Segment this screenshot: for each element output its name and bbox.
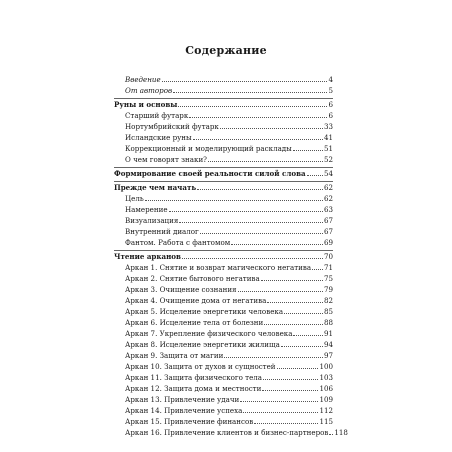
- toc-entry: [114, 83, 333, 95]
- dot-leader: [197, 189, 323, 190]
- dot-leader: [238, 291, 323, 292]
- page-title: Содержание: [185, 44, 267, 57]
- toc-entry-page-number: 106: [319, 384, 333, 393]
- toc-entry-page-number: 52: [323, 155, 333, 164]
- dot-leader: [178, 106, 327, 107]
- toc-entry-page-number: 82: [323, 296, 333, 305]
- toc-entry-page-number: 6: [328, 100, 333, 109]
- toc-entry-page-number: 6: [328, 111, 333, 120]
- toc-entry-page-number: 67: [323, 227, 333, 236]
- toc-section-entry: [114, 166, 333, 178]
- toc-entry-label: Аркан 13. Привлечение удачи: [125, 395, 240, 404]
- dot-leader: [293, 150, 323, 151]
- dot-leader: [262, 390, 318, 391]
- toc-entry-label: Аркан 15. Привлечение финансов: [125, 417, 254, 426]
- dot-leader: [182, 258, 323, 259]
- toc-entry-label: Цель: [125, 194, 144, 203]
- dot-leader: [293, 335, 323, 336]
- toc-entry-page-number: 69: [323, 238, 333, 247]
- dot-leader: [208, 161, 323, 162]
- toc-entry-label: Аркан 10. Защита от духов и сущностей: [125, 362, 276, 371]
- toc-entry-page-number: 118: [334, 428, 348, 437]
- dot-leader: [231, 244, 323, 245]
- toc-entry-page-number: 112: [319, 406, 333, 415]
- toc-entry-page-number: 91: [323, 329, 333, 338]
- toc-entry-label: Аркан 12. Защита дома и местности: [125, 384, 262, 393]
- toc-entry-label: Внутренний диалог: [125, 227, 199, 236]
- dot-leader: [277, 368, 319, 369]
- toc-entry-label: Визуализация: [125, 216, 179, 225]
- toc-entry-label: Формирование своей реальности силой слова: [114, 169, 306, 178]
- toc-entry-label: Введение: [125, 75, 161, 84]
- dot-leader: [329, 434, 333, 435]
- toc-entry-page-number: 51: [323, 144, 333, 153]
- toc-entry-label: Аркан 16. Привлечение клиентов и бизнес-партнеров: [125, 428, 329, 437]
- dot-leader: [200, 233, 323, 234]
- toc-entry-page-number: 100: [319, 362, 333, 371]
- toc-entry-page-number: 97: [323, 351, 333, 360]
- dot-leader: [220, 128, 323, 129]
- toc-entry-page-number: 5: [328, 86, 333, 95]
- dot-leader: [243, 412, 318, 413]
- toc-entry-page-number: 115: [319, 417, 333, 426]
- toc-entry-page-number: 103: [319, 373, 333, 382]
- toc-entry-page-number: 109: [319, 395, 333, 404]
- toc-entry-label: Фантом. Работа с фантомом: [125, 238, 231, 247]
- dot-leader: [240, 401, 318, 402]
- toc-entry: [114, 425, 348, 437]
- toc-entry-page-number: 62: [323, 183, 333, 192]
- toc-entry-label: От авторов: [125, 86, 173, 95]
- dot-leader: [224, 357, 323, 358]
- toc-entry-page-number: 71: [323, 263, 333, 272]
- toc-entry-page-number: 75: [323, 274, 333, 283]
- toc-entry-page-number: 54: [323, 169, 333, 178]
- toc-entry-label: Прежде чем начать: [114, 183, 197, 192]
- toc-entry: [114, 235, 333, 247]
- toc-entry-page-number: 41: [323, 133, 333, 142]
- dot-leader: [145, 200, 323, 201]
- toc-entry-page-number: 62: [323, 194, 333, 203]
- dot-leader: [169, 211, 323, 212]
- toc-entry-page-number: 79: [323, 285, 333, 294]
- toc-entry-label: Аркан 1. Снятие и возврат магического негатива: [125, 263, 312, 272]
- dot-leader: [261, 280, 323, 281]
- toc-entry-label: Аркан 6. Исцеление тела от болезни: [125, 318, 264, 327]
- toc-entry-page-number: 33: [323, 122, 333, 131]
- toc-entry-page-number: 67: [323, 216, 333, 225]
- toc-entry-page-number: 63: [323, 205, 333, 214]
- dot-leader: [307, 175, 323, 176]
- toc-entry-label: Аркан 11. Защита физического тела: [125, 373, 263, 382]
- dot-leader: [263, 379, 318, 380]
- toc-entry-label: О чем говорят знаки?: [125, 155, 207, 164]
- dot-leader: [267, 302, 323, 303]
- toc-entry-label: Аркан 4. Очищение дома от негатива: [125, 296, 267, 305]
- dot-leader: [162, 81, 328, 82]
- toc-entry-label: Старший футарк: [125, 111, 189, 120]
- toc-entry-label: Аркан 14. Привлечение успеха: [125, 406, 243, 415]
- toc-entry-label: Аркан 8. Исцеление энергетики жилища: [125, 340, 280, 349]
- toc-entry-label: Аркан 5. Исцеление энергетики человека: [125, 307, 284, 316]
- toc-entry-page-number: 88: [323, 318, 333, 327]
- toc-entry-label: Аркан 3. Очищение сознания: [125, 285, 237, 294]
- dot-leader: [173, 92, 327, 93]
- dot-leader: [254, 423, 318, 424]
- dot-leader: [264, 324, 323, 325]
- toc-entry-label: Намерение: [125, 205, 168, 214]
- toc-entry-page-number: 94: [323, 340, 333, 349]
- toc-entry-page-number: 85: [323, 307, 333, 316]
- dot-leader: [179, 222, 323, 223]
- dot-leader: [312, 269, 323, 270]
- toc-entry-page-number: 70: [323, 252, 333, 261]
- toc-entry-label: Аркан 2. Снятие бытового негатива: [125, 274, 260, 283]
- toc-entry-label: Исландские руны: [125, 133, 192, 142]
- toc-entry-label: Аркан 7. Укрепление физического человека: [125, 329, 293, 338]
- dot-leader: [193, 139, 323, 140]
- dot-leader: [189, 117, 327, 118]
- toc-entry-label: Чтение арканов: [114, 252, 181, 261]
- toc-entry: [114, 152, 333, 164]
- toc-entry-page-number: 4: [328, 75, 333, 84]
- toc-entry-label: Аркан 9. Защита от магии: [125, 351, 224, 360]
- dot-leader: [281, 346, 323, 347]
- dot-leader: [284, 313, 323, 314]
- toc-entry-label: Руны и основы: [114, 100, 178, 109]
- toc-entry-label: Нортумбрийский футарк: [125, 122, 219, 131]
- toc-entry-label: Коррекционный и моделирующий расклады: [125, 144, 292, 153]
